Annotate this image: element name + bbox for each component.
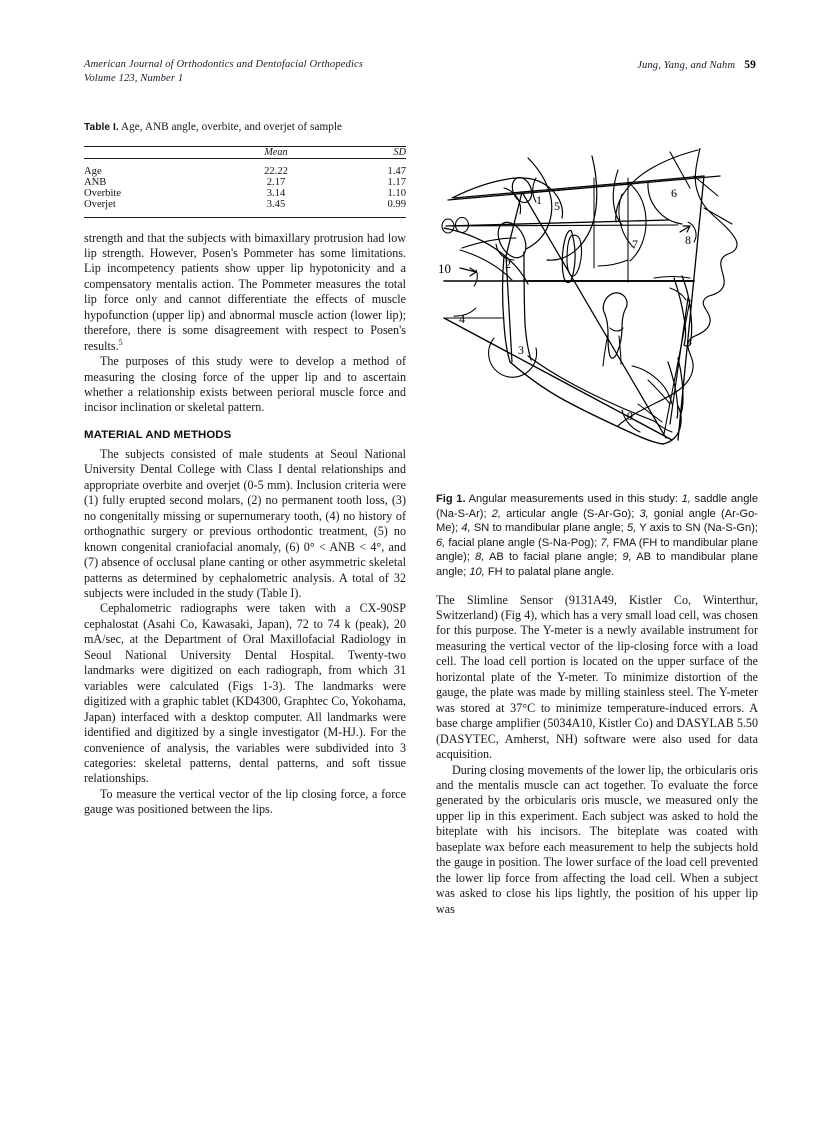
caption-index-number: 9, (622, 551, 632, 564)
ab-line-extension (664, 300, 690, 434)
cell-mean: 3.45 (222, 199, 330, 218)
spacer (84, 218, 406, 231)
running-head-right (637, 58, 756, 73)
sample-statistics-table (84, 146, 406, 218)
caption-index-number: 3, (639, 507, 649, 520)
cell-sd: 1.10 (387, 187, 406, 199)
caption-segment: FH to palatal plane angle. (484, 565, 615, 578)
cell-variable: Overbite (84, 187, 122, 199)
journal-title (84, 58, 363, 86)
angle-label-10: 10 (438, 261, 451, 276)
sn-line (448, 176, 720, 200)
caption-segment: SN to mandibular plane angle; (470, 522, 627, 535)
angle-label-9: 9 (627, 409, 633, 423)
caption-segment: FMA (FH to mandibular plane angle); (436, 536, 759, 564)
angle-label-3: 3 (518, 343, 524, 357)
caption-index-number: 4, (461, 522, 471, 535)
cell-sd: 1.47 (387, 165, 406, 177)
pterygoid-structure (562, 230, 575, 282)
table-label: Table I. (84, 122, 119, 133)
molar-cej (610, 328, 623, 331)
cell-variable: ANB (84, 176, 107, 188)
cephalometric-tracing-svg (432, 148, 766, 470)
caption-segment: gonial angle (Ar-Go-Me); (436, 507, 758, 535)
angle-label-1: 1 (536, 193, 542, 207)
paragraph-radiographs: Cephalometric radiographs were taken with a CX-90SP cephalostat (Asahi Co, Kawasaki, Japan), 72 to 74 k (peak), 20 mA/sec, at the Department of Oral Maxillofacial Radiology in Seoul National University Dental Hospital. Twenty-two landmarks were digitized on each radiograph, from which 31 variables were calculated (Figs 1-3). The landmarks were digitized with a graphic tablet (KD4300, Graphtec Co, Yokohama, Japan) interfaced with a desktop computer. All landmarks were identified and digitized by a single investigator (M-HJ.). For the convenience of analysis, the variables were subdivided into 3 categories: skeletal patterns, dental patterns, and soft tissue relationships. (84, 601, 406, 786)
maxilla-floor (598, 260, 628, 266)
angle-arc-4 (454, 308, 476, 316)
table-header-row (84, 146, 406, 158)
caption-segment: AB to mandibular plane angle; (436, 551, 758, 578)
mandibular-inner-border (528, 356, 654, 421)
angle-label-5: 5 (554, 199, 560, 213)
paragraph-subjects: The subjects consisted of male students at Seoul National University Dental College with Class I dental relationships and appropriate overbite and overjet (0-5 mm). Inclusion criteria were (1) fully erupted second molars, (2) no permanent tooth loss, (3) no congenitally missing or supernumerary tooth, (4) no history of orthognathic surgery or previous orthodontic treatment, (5) no known congenital craniofacial anomaly, (6) 0° < ANB < 4°, and (7) absence of occlusal plane canting or other asymmetric skeletal patterns as determined by cephalometric analysis. A total of 32 subjects were included in the study (Table I). (84, 446, 406, 601)
running-head (84, 58, 756, 92)
col-header-variable (84, 146, 222, 158)
section-heading-material-and-methods: MATERIAL AND METHODS (84, 428, 232, 441)
angle-label-7: 7 (632, 237, 638, 251)
paragraph-lip-strength (84, 231, 406, 355)
nasal-bone-line (704, 208, 732, 224)
table-row (84, 158, 406, 177)
cell-mean: 3.14 (266, 187, 286, 199)
caption-segment: AB to facial plane angle; (484, 551, 623, 564)
table-row (84, 177, 406, 188)
upper-reference-line (670, 152, 690, 188)
cell-mean: 2.17 (266, 176, 286, 188)
table-row (84, 199, 406, 218)
page-number: 59 (744, 59, 756, 71)
spacer (436, 580, 758, 593)
caption-index-number: 5, (626, 522, 637, 535)
paragraph-study-purposes: The purposes of this study were to develop a method of measuring the closing force of the upper lip and to ascertain whether a relationship exists between perioral muscle force and incisor inclination or skeletal pattern. (84, 354, 406, 415)
caption-segment: facial plane angle (S-Na-Pog); (445, 536, 601, 549)
angle-label-4: 4 (459, 312, 465, 326)
caption-index-number: 1, (681, 493, 691, 505)
cell-sd: 0.99 (330, 199, 406, 218)
ramus-anterior-border (524, 252, 531, 360)
reference-marker: 5 (118, 337, 123, 347)
caption-segment: articular angle (S-Ar-Go); (500, 507, 640, 520)
right-column (436, 492, 758, 917)
figure-1-cephalometric-tracing (432, 148, 766, 470)
left-column (84, 120, 406, 818)
table-body (84, 158, 406, 217)
caption-index-number: 8, (475, 551, 485, 564)
col-header-mean: Mean (222, 146, 330, 158)
journal-volume-line: Volume 123, Number 1 (84, 73, 184, 84)
table-caption-text: Age, ANB angle, overbite, and overjet of sample (118, 121, 343, 133)
col-header-sd: SD (330, 146, 406, 158)
table-head (84, 146, 406, 158)
caption-segment: Y axis to SN (Na-S-Gn); (636, 522, 758, 535)
author-names: Jung, Yang, and Nahm (637, 60, 736, 71)
cranial-floor (444, 228, 528, 284)
caption-index-number: 10, (469, 565, 485, 578)
mandibular-alveolus (648, 380, 670, 404)
cell-mean: 22.22 (264, 165, 288, 177)
angle-number-labels (438, 186, 691, 423)
caption-index-number: 6, (436, 536, 446, 549)
table-row (84, 188, 406, 199)
angle-label-2: 2 (505, 257, 511, 271)
caption-segment: saddle angle (Na-S-Ar); (436, 493, 758, 520)
paragraph-closing-movements: During closing movements of the lower lip, the orbicularis oris and the mentalis muscle can act together. To evaluate the force generated by the orbicularis oris muscle, we measured only the upper lip in this experiment. Each subject was asked to hold the biteplate with his incisors. The biteplate was coated with baseplate wax before each measurement to help the subjects hold the gauge in position. The lower surface of the load cell prevented the lower lip force from affecting the load cell. When a subject was asked to close his lips lightly, the position of his upper lip was (436, 762, 758, 916)
cell-sd: 1.17 (387, 176, 406, 188)
hard-palate (654, 277, 690, 279)
angle-label-6: 6 (671, 186, 677, 200)
caption-index-number: 7, (600, 536, 610, 549)
paragraph-slimline-sensor: The Slimline Sensor (9131A49, Kistler Co, Winterthur, Switzerland) (Fig 4), which has a very small load cell, was chosen for this purpose. The Y-meter is a newly available instrument for measuring the vertical vector of the lip-closing force with a load cell. The load cell portion is located on the upper surface of the horizontal plate of the Y-meter. To minimize distortion of the gauge, the plate was made by milling stainless steel. The Y-meter was stored at 37°C to minimize temperature-induced errors. A base charge amplifier (5034A10, Kistler Co) and DASYLAB 5.50 (DASYTEC, Amherst, NH) software were also used for data acquisition. (436, 592, 758, 762)
journal-title-line1: American Journal of Orthodontics and Dentofacial Orthopedics (84, 59, 364, 70)
figure-1-caption (436, 492, 758, 580)
angle-label-8: 8 (685, 233, 691, 247)
mandibular-plane-go-me (444, 318, 672, 440)
figure-label: Fig 1. (436, 493, 466, 505)
cell-variable: Overjet (84, 199, 222, 218)
paragraph-force-gauge: To measure the vertical vector of the lip closing force, a force gauge was positioned between the lips. (84, 786, 406, 817)
caption-index-number: 2, (491, 507, 501, 520)
mandibular-molar (603, 293, 627, 358)
figure-caption-text (436, 493, 758, 578)
cell-variable: Age (84, 165, 102, 177)
table-caption (84, 120, 406, 136)
caption-segment: Angular measurements used in this study: (465, 493, 682, 505)
paragraph-text: strength and that the subjects with bimaxillary protrusion had low lip strength. However, Posen's Pommeter has some limitations. Lip incompetency patients show upper lip hypotonicity and a compensatory mentalis action. The Pommeter measures the total lip force only and cannot differentiate the effects of muscle hypofunction (upper lip) and abnormal muscle action (lower lip); therefore, there is some disagreement with respect to Posen's results. (84, 230, 406, 353)
angle-10-arrowhead (470, 268, 476, 276)
